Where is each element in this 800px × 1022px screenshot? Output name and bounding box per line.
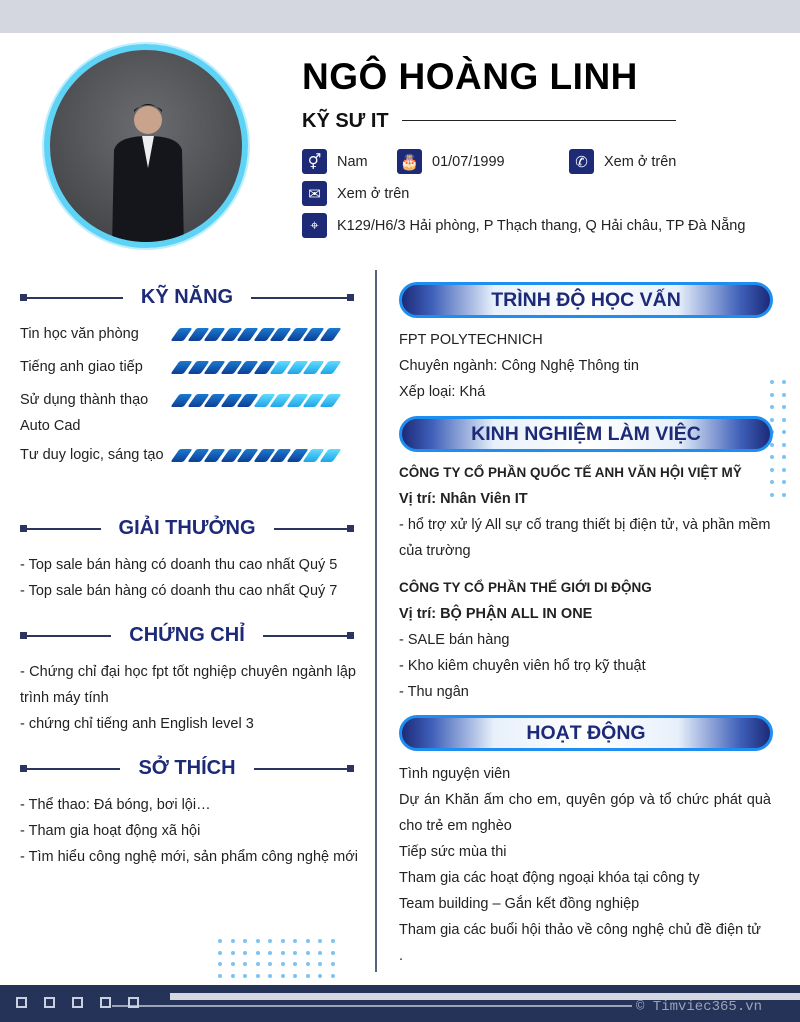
skill-row — [20, 387, 350, 439]
experience-job — [399, 460, 771, 564]
school-name: FPT POLYTECHNICH — [399, 332, 543, 348]
skill-label: Tư duy logic, sáng tạo — [20, 447, 164, 463]
skill-row — [20, 354, 350, 380]
hobby-item: - Tham gia hoạt động xã hội — [20, 823, 201, 839]
dot — [331, 951, 335, 955]
activity-item: Tham gia các buổi hội thảo về công nghệ chủ đề điện tử — [399, 922, 761, 938]
activities-ribbon — [399, 715, 773, 751]
dot — [243, 951, 247, 955]
dot — [782, 480, 786, 484]
title-divider — [402, 120, 676, 121]
dot — [770, 455, 774, 459]
job-position: Vị trí: BỘ PHẬN ALL IN ONE — [399, 606, 593, 622]
certificates-heading — [20, 624, 354, 647]
column-divider — [375, 270, 377, 972]
dot — [770, 443, 774, 447]
education-title: TRÌNH ĐỘ HỌC VẤN — [491, 288, 681, 311]
phone-icon: ✆ — [569, 149, 594, 174]
job-duty: - Kho kiêm chuyên viên hổ trọ kỹ thuật — [399, 658, 646, 674]
certificates-list — [20, 659, 356, 737]
major: Chuyên ngành: Công Nghệ Thông tin — [399, 358, 639, 374]
certificate-item: - chứng chỉ tiếng anh English level 3 — [20, 716, 254, 732]
education-details — [399, 327, 639, 405]
activity-item: Tiếp sức mùa thi — [399, 844, 507, 860]
dot — [770, 393, 774, 397]
gender-icon: ⚥ — [302, 149, 327, 174]
skill-label: Tin học văn phòng — [20, 326, 139, 342]
activities-title: HOẠT ĐỘNG — [526, 721, 646, 744]
dot — [243, 962, 247, 966]
job-duty: - SALE bán hàng — [399, 632, 510, 648]
dot — [268, 939, 272, 943]
hobbies-list — [20, 792, 365, 870]
dot — [770, 418, 774, 422]
person-silhouette — [108, 98, 188, 248]
certificates-title: CHỨNG CHỈ — [129, 624, 245, 646]
experience-ribbon — [399, 416, 773, 452]
job-title: KỸ SƯ IT — [302, 110, 389, 132]
birthday-value: 01/07/1999 — [432, 153, 505, 170]
email-value: Xem ở trên — [337, 185, 410, 202]
location-pin-icon: ⌖ — [302, 213, 327, 238]
skill-label: Sử dụng thành thạo Auto Cad — [20, 392, 149, 434]
phone-value: Xem ở trên — [604, 153, 677, 170]
dot — [782, 393, 786, 397]
birthday-cake-icon: 🎂 — [397, 149, 422, 174]
dot — [306, 951, 310, 955]
dot — [243, 974, 247, 978]
dot — [218, 951, 222, 955]
activity-item: Dự án Khăn ấm cho em, quyên góp và tổ chức phát quà cho trẻ em nghèo — [399, 792, 771, 834]
job-duty: - hổ trợ xử lý All sự cố trang thiết bị điện tử, và phần mềm của trường — [399, 517, 771, 559]
envelope-icon: ✉ — [302, 181, 327, 206]
activity-item: Tình nguyện viên — [399, 766, 511, 782]
square-icon — [16, 997, 27, 1008]
dot — [268, 962, 272, 966]
dot — [268, 951, 272, 955]
email-info — [302, 181, 409, 206]
experience-title: KINH NGHIỆM LÀM VIỆC — [471, 422, 701, 445]
dot — [293, 951, 297, 955]
footer-squares — [16, 997, 139, 1008]
skill-rating — [175, 387, 337, 439]
awards-list — [20, 552, 360, 604]
square-icon — [72, 997, 83, 1008]
dot — [782, 405, 786, 409]
awards-title: GIẢI THƯỞNG — [118, 517, 256, 539]
activity-item: Tham gia các hoạt động ngoại khóa tại công ty — [399, 870, 700, 886]
experience-job — [399, 575, 771, 705]
skills-title: KỸ NĂNG — [140, 286, 234, 308]
square-icon — [128, 997, 139, 1008]
dot — [281, 974, 285, 978]
square-icon — [44, 997, 55, 1008]
dot — [293, 974, 297, 978]
dot — [231, 939, 235, 943]
dot — [331, 962, 335, 966]
job-position: Vị trí: Nhân Viên IT — [399, 491, 528, 507]
dot — [770, 380, 774, 384]
phone-info — [569, 149, 676, 174]
dot — [218, 962, 222, 966]
dot — [318, 974, 322, 978]
dot — [243, 939, 247, 943]
dot — [318, 962, 322, 966]
activities-list — [399, 761, 771, 969]
education-ribbon — [399, 282, 773, 318]
skill-label: Tiếng anh giao tiếp — [20, 359, 143, 375]
dot — [256, 939, 260, 943]
company-name: CÔNG TY CỔ PHẦN QUỐC TẾ ANH VĂN HỘI VIỆT MỸ — [399, 465, 742, 480]
job-duty: - Thu ngân — [399, 684, 469, 700]
award-item: - Top sale bán hàng có doanh thu cao nhất Quý 7 — [20, 583, 338, 599]
dot — [256, 974, 260, 978]
hobbies-title: SỞ THÍCH — [138, 757, 236, 779]
skill-row — [20, 321, 350, 347]
dot — [306, 962, 310, 966]
dot — [281, 939, 285, 943]
dot — [256, 962, 260, 966]
hobby-item: - Tìm hiểu công nghệ mới, sản phẩm công nghệ mới — [20, 849, 358, 865]
activity-item: . — [399, 948, 404, 964]
dot — [281, 951, 285, 955]
hobbies-heading — [20, 757, 354, 780]
dot — [231, 974, 235, 978]
award-item: - Top sale bán hàng có doanh thu cao nhất Quý 5 — [20, 557, 338, 573]
dot — [318, 939, 322, 943]
dot — [256, 951, 260, 955]
dot — [782, 430, 786, 434]
dot — [782, 418, 786, 422]
square-icon — [100, 997, 111, 1008]
activity-item: Team building – Gắn kết đồng nghiệp — [399, 896, 640, 912]
dot — [231, 951, 235, 955]
watermark: © Timviec365.vn — [636, 999, 763, 1015]
birthday-info — [397, 149, 505, 174]
dot — [770, 405, 774, 409]
dot — [306, 939, 310, 943]
dot — [331, 939, 335, 943]
awards-heading — [20, 517, 354, 540]
dot — [782, 380, 786, 384]
dot — [318, 951, 322, 955]
address-value: K129/H6/3 Hải phòng, P Thạch thang, Q Hải châu, TP Đà Nẵng — [337, 217, 746, 234]
top-bar — [0, 0, 800, 33]
dot — [782, 455, 786, 459]
dot — [782, 443, 786, 447]
skills-heading — [20, 286, 354, 309]
skill-rating — [175, 321, 337, 347]
certificate-item: - Chứng chỉ đại học fpt tốt nghiệp chuyên ngành lập trình máy tính — [20, 664, 356, 706]
candidate-name: NGÔ HOÀNG LINH — [302, 56, 638, 97]
skill-rating — [175, 442, 337, 468]
gender-info — [302, 149, 368, 174]
dot — [331, 974, 335, 978]
dot — [293, 939, 297, 943]
skill-row — [20, 442, 350, 468]
dot — [231, 962, 235, 966]
skill-rating — [175, 354, 337, 380]
dot — [293, 962, 297, 966]
address-info — [302, 213, 745, 238]
grade: Xếp loại: Khá — [399, 384, 486, 400]
company-name: CÔNG TY CỔ PHẦN THẾ GIỚI DI ĐỘNG — [399, 580, 652, 595]
hobby-item: - Thể thao: Đá bóng, bơi lội… — [20, 797, 211, 813]
dot — [306, 974, 310, 978]
dot — [218, 974, 222, 978]
footer-line — [112, 1005, 632, 1007]
decorative-dots — [218, 939, 335, 978]
dot — [281, 962, 285, 966]
dot — [782, 468, 786, 472]
profile-photo — [44, 44, 248, 248]
gender-value: Nam — [337, 153, 368, 170]
dot — [218, 939, 222, 943]
dot — [782, 493, 786, 497]
dot — [268, 974, 272, 978]
